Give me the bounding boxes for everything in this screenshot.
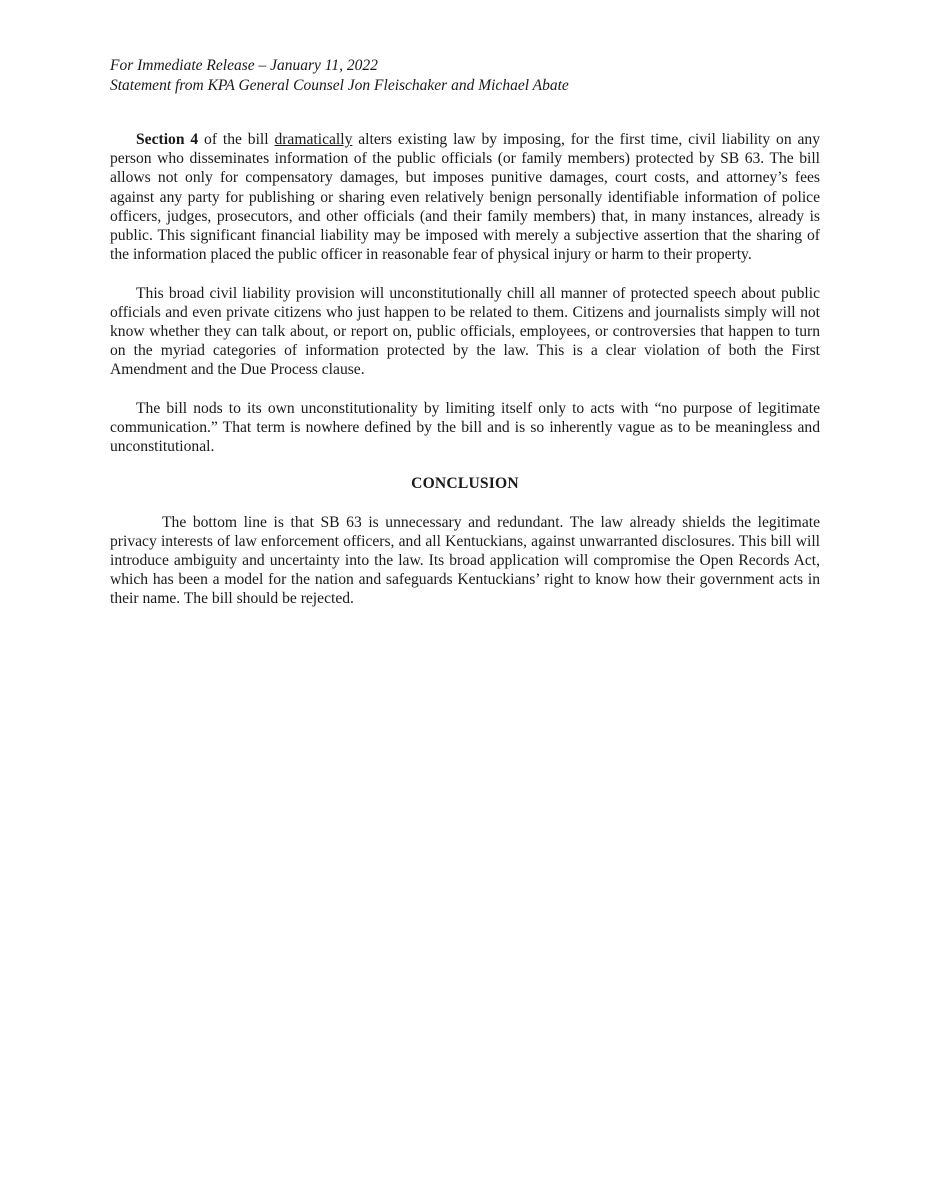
document-body [110, 130, 820, 609]
paragraph-unconstitutionality: The bill nods to its own unconstitutionality by limiting itself only to acts with “no purpose of legitimate communication.” That term is nowhere defined by the bill and is so inherently vague as to be meaningless and unconstitutional. [110, 399, 820, 456]
paragraph-section-4 [110, 130, 820, 264]
section-4-label: Section 4 [136, 131, 199, 148]
conclusion-paragraph: The bottom line is that SB 63 is unnecessary and redundant. The law already shields the legitimate privacy interests of law enforcement officers, and all Kentuckians, against unwarranted disclosures. This bill will introduce ambiguity and uncertainty into the law. Its broad application will compromise the Open Records Act, which has been a model for the nation and safeguards Kentuckians’ right to know how their government acts in their name. The bill should be rejected. [110, 513, 820, 608]
paragraph-1-text-b: alters existing law by imposing, for the first time, civil liability on any person who disseminates information of the public officials (or family members) protected by SB 63. The bill allows not only for compensatory damages, but imposes punitive damages, court costs, and attorney’s fees against any party for publishing or sharing even relatively benign personally identifiable information of police officers, judges, prosecutors, and other officials (and their family members) that, in many instances, already is public. This significant financial liability may be imposed with merely a subjective assertion that the sharing of the information placed the public officer in reasonable fear of physical injury or harm to their property. [110, 131, 820, 264]
conclusion-heading: CONCLUSION [411, 475, 519, 493]
release-date-line: For Immediate Release – January 11, 2022 [110, 57, 378, 74]
emphasis-dramatically: dramatically [274, 131, 353, 148]
statement-attribution-line: Statement from KPA General Counsel Jon Fleischaker and Michael Abate [110, 77, 569, 94]
document-header [110, 56, 830, 96]
paragraph-1-text-a: of the bill [198, 131, 275, 148]
paragraph-civil-liability: This broad civil liability provision will unconstitutionally chill all manner of protected speech about public officials and even private citizens who just happen to be related to them. Citizens and journalists simply will not know whether they can talk about, or report on, public officials, employees, or controversies that happen to turn on the myriad categories of information protected by the law. This is a clear violation of both the First Amendment and the Due Process clause. [110, 284, 820, 379]
